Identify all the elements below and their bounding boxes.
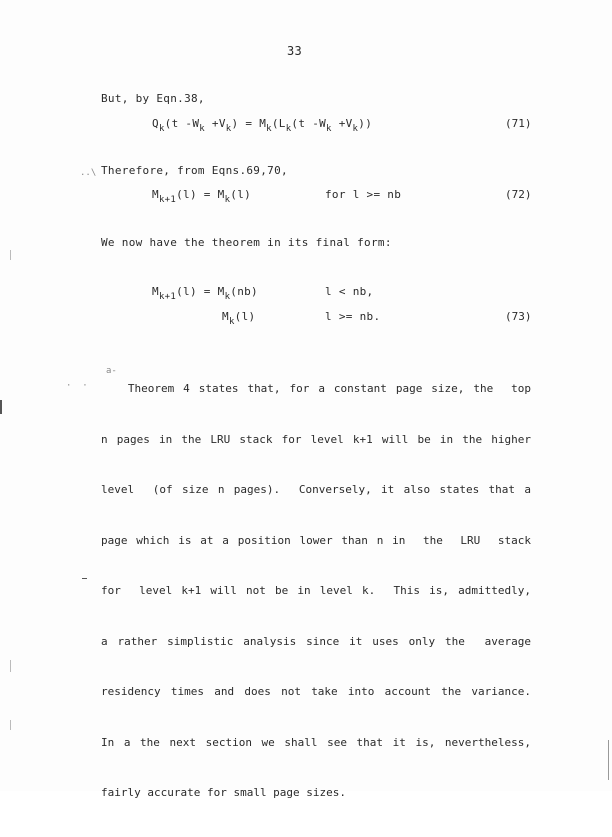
theorem-paragraph bbox=[101, 356, 531, 837]
margin-scan-mark bbox=[10, 250, 11, 260]
paragraph-line: residency times and does not take into account the variance. bbox=[101, 685, 531, 698]
equation-number-71: (71) bbox=[505, 117, 532, 130]
margin-scan-mark bbox=[10, 720, 11, 730]
equation-73-condition-1: l < nb, bbox=[325, 285, 374, 298]
equation-73-line-1: $M_{k+1}(l) = M_k(nb)$ bbox=[152, 285, 258, 302]
therefore-text: Therefore, from Eqns.69,70, bbox=[101, 164, 288, 177]
page-number: 33 bbox=[287, 44, 303, 58]
equation-72: $M_{k+1}(l) = M_k(l)$ bbox=[152, 188, 252, 205]
paragraph-line: Theorem 4 states that, for a constant page size, the top bbox=[101, 382, 531, 395]
margin-scan-mark bbox=[0, 400, 2, 414]
paragraph-line: In a the next section we shall see that it is, nevertheless, bbox=[101, 735, 531, 749]
paragraph-line: level (of size n pages). Conversely, it also states that a bbox=[101, 483, 531, 496]
margin-arrow-mark: ..\ bbox=[80, 168, 97, 178]
paragraph-line: fairly accurate for small page sizes. bbox=[101, 786, 347, 799]
equation-71: $Q_k(t$ $-W_k +V_k) = M_k(L_k(t$ $-W_k +V_k$)) bbox=[152, 117, 373, 134]
equation-73-line-2: $M_k(l)$ bbox=[222, 310, 256, 327]
equation-number-73: (73) bbox=[505, 310, 532, 323]
paragraph-line: a rather simplistic analysis since it uses only the average bbox=[101, 634, 531, 648]
margin-dash-mark bbox=[82, 578, 87, 579]
margin-dots: · · bbox=[66, 381, 88, 391]
paragraph-line: page which is at a position lower than n in the LRU stack bbox=[101, 533, 531, 547]
equation-number-72: (72) bbox=[505, 188, 532, 201]
margin-scan-mark bbox=[10, 660, 11, 672]
paragraph-line: n pages in the LRU stack for level k+1 will be in the higher bbox=[101, 432, 531, 446]
accent-mark: a- bbox=[106, 366, 117, 376]
edge-scan-mark bbox=[608, 740, 609, 780]
paragraph-line: for level k+1 will not be in level k. This is, admittedly, bbox=[101, 584, 531, 597]
intro-text: But, by Eqn.38, bbox=[101, 92, 205, 105]
final-form-text: We now have the theorem in its final form: bbox=[101, 236, 392, 249]
equation-72-condition: for l >= nb bbox=[325, 188, 402, 201]
equation-73-condition-2: l >= nb. bbox=[325, 310, 381, 323]
